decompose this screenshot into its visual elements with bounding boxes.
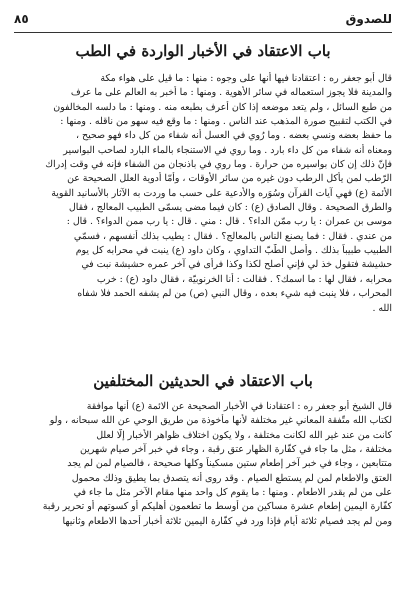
text-line: والمدينة فلا يجوز استعماله في سائر الأهوية . ومنها : ما أخبر به العالم على ما عرف [70, 87, 392, 99]
running-title: للصدوق [345, 12, 392, 26]
page-number: ٨٥ [14, 12, 29, 26]
text-line: الله . [372, 302, 392, 314]
text-line: والطرق الصحيحة . وقال الصادق (ع) : كان فيما مضى يسمّى الطبيب المعالج ، فقال [68, 202, 392, 214]
section-body-medicine [14, 72, 392, 316]
text-line: ما حفظ بعضه ونسي بعضه . وما رُوي في العسل أنه شفاء من كل داء فهو صحيح ، [76, 130, 392, 142]
text-line: لكتاب الله متّفقة المعاني غير مختلفة لأنها مأخوذة من طريق الوحي عن الله سبحانه ، ولو [49, 415, 392, 427]
text-line: من عندي . فقال : فما يصنع الناس بالمعالج؟ . فقال : يطيب بذلك أنفسهم ، فسمّي [73, 230, 392, 242]
text-line: محرابه ، فقال لها : ما اسمك؟ . فقالت : أنا الخرنوبيّة ، فقال داود (ع) : خرب [96, 273, 392, 285]
text-line: ومن لم يجد فصيام ثلاثة أيام فإذا ورد في كفّارة اليمين ثلاثة أخبار أحدها الاطعام وثانيها [62, 515, 392, 527]
text-line: فإنّ ذلك إن كان بواسيره من حرارة . وما روي في باذنجان من الشفاء فإنه في وقت إدراك [45, 159, 392, 171]
section-body-conflicting-hadith [14, 400, 392, 529]
text-line: من طبع السائل ، ولم يتعد موضعه إذا كان أعرف بطبعه منه . ومنها : ما دلسه المخالفون [53, 101, 392, 113]
text-line: الطبيب طبيباً بذلك . وأصل الطّبّ التداوي ، وكان داود (ع) ينبت في محرابه كل يوم [75, 245, 392, 257]
text-line: ومعناه أنه شفاء من كل داء بارد . وما روي في الاستنجاء بالماء البارد لصاحب البواسير [63, 144, 392, 156]
section-title-medicine: باب الاعتقاد في الأخبار الواردة في الطب [75, 42, 331, 60]
text-line: حشيشة فتقول خذ لي فإني أصلح لكذا وكذا فرأى في آخر عمره حشيشة نبت في [81, 259, 392, 271]
header-divider [14, 32, 392, 33]
section-title-conflicting-hadith: باب الاعتقاد في الحديثين المختلفين [93, 372, 313, 390]
page-header [14, 8, 392, 30]
text-line: العتق والاطعام لمن لم يستطع الصيام . وقد روى أنه يتصدق بما يطيق وذلك محمول [71, 472, 392, 484]
text-line: قال أبو جعفر ره : اعتقادنا فيها أنها على وجوه : منها : ما قيل على هواء مكة [100, 73, 392, 84]
text-line: كفّارة اليمين إطعام عشرة مساكين من أوسط ما تطعمون أهليكم أو كسوتهم أو تحرير رقبة [42, 501, 392, 513]
text-line: الرّطب لمن يأكل الرطب دون غيره من سائر الأوقات ، وأمّا أدوية العلل الصحيحة عن [67, 173, 392, 185]
text-line: المحراب ، فلا ينبت فيه شيء بعده ، وقال النبي (ص) من لم يشفه الحمد فلا شفاه [77, 288, 392, 300]
text-line: قال الشيخ أبو جعفر ره : اعتقادنا في الأخبار الصحيحة عن الائمة (ع) أنها موافقة [86, 401, 392, 412]
text-line: موسى بن عمران : يا رب ممّن الداء؟ . قال : مني . قال : يا رب ممن الدواء؟ . قال : [66, 216, 392, 228]
text-line: على من لم يقدر الاطعام . ومنها : ما يقوم كل واحد منها مقام الآخر مثل ما جاء في [73, 487, 392, 499]
text-line: مختلفة ، مثل ما جاء في كفّارة الظهار عتق رقبة ، وجاء في خبر آخر صيام شهرين [80, 444, 392, 456]
text-line: متتابعين ، وجاء في خبر آخر إطعام ستين مسكيناً وكلها صحيحة ، فالصيام لمن لم يجد [67, 458, 392, 470]
text-line: في الكتب لتقبيح صورة المذهب عند الناس . ومنها : ما وقع فيه سهو من ناقله . ومنها : [60, 116, 392, 128]
text-line: كانت من عند غير الله لكانت مختلفة ، ولا يكون اختلاف ظواهر الأخبار إلّا لعلل [96, 429, 392, 441]
text-line: الأئمة (ع) فهي آيات القرآن وسُوَره والأدعية على حسب ما وردت به الآثار بالأسانيد القوية [51, 187, 392, 199]
